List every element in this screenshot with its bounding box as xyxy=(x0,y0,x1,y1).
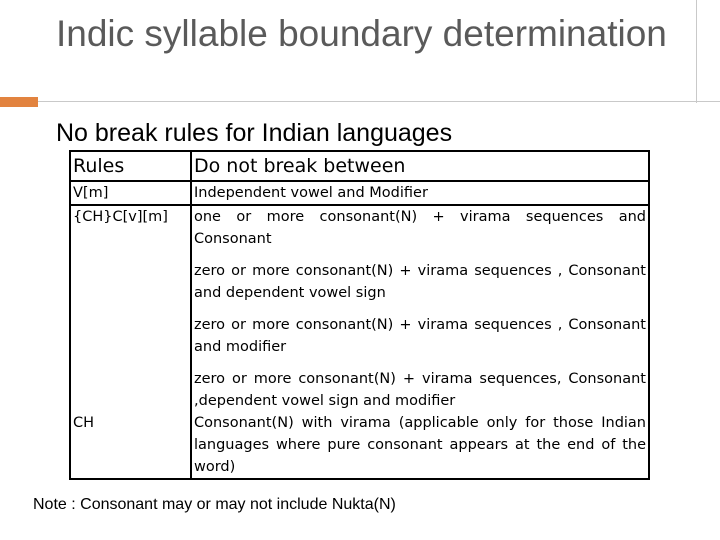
footnote: Note : Consonant may or may not include Nukta(N) xyxy=(33,496,396,513)
header-rules: Rules xyxy=(70,151,191,181)
description-text: zero or more consonant(N) + virama sequences , Consonant and dependent vowel sign xyxy=(194,263,646,301)
rule-cell: V[m] xyxy=(70,181,191,205)
description-text: zero or more consonant(N) + virama sequences , Consonant and modifier xyxy=(194,317,646,355)
description-cell xyxy=(191,412,649,479)
accent-bar xyxy=(0,97,38,107)
slide-subtitle: No break rules for Indian languages xyxy=(56,119,453,147)
slide-title: Indic syllable boundary determination xyxy=(56,13,667,54)
table-row xyxy=(70,205,649,412)
rule-cell: CH xyxy=(70,412,191,479)
rules-table xyxy=(69,150,650,480)
description-cell xyxy=(191,181,649,205)
description-text: Independent vowel and Modifier xyxy=(194,185,428,201)
decorative-vertical-rule xyxy=(696,0,697,103)
table-row xyxy=(70,412,649,479)
header-do-not-break: Do not break between xyxy=(191,151,649,181)
description-text: zero or more consonant(N) + virama sequences, Consonant ,dependent vowel sign and modifier xyxy=(194,371,646,409)
table-row xyxy=(70,181,649,205)
table-header-row xyxy=(70,151,649,181)
description-text: one or more consonant(N) + virama sequences and Consonant xyxy=(194,209,646,247)
description-cell xyxy=(191,205,649,412)
decorative-horizontal-rule xyxy=(38,101,720,102)
description-text: Consonant(N) with virama (applicable only for those Indian languages where pure consonant appears at the end of the word) xyxy=(194,415,646,475)
rule-cell: {CH}C[v][m] xyxy=(70,205,191,412)
